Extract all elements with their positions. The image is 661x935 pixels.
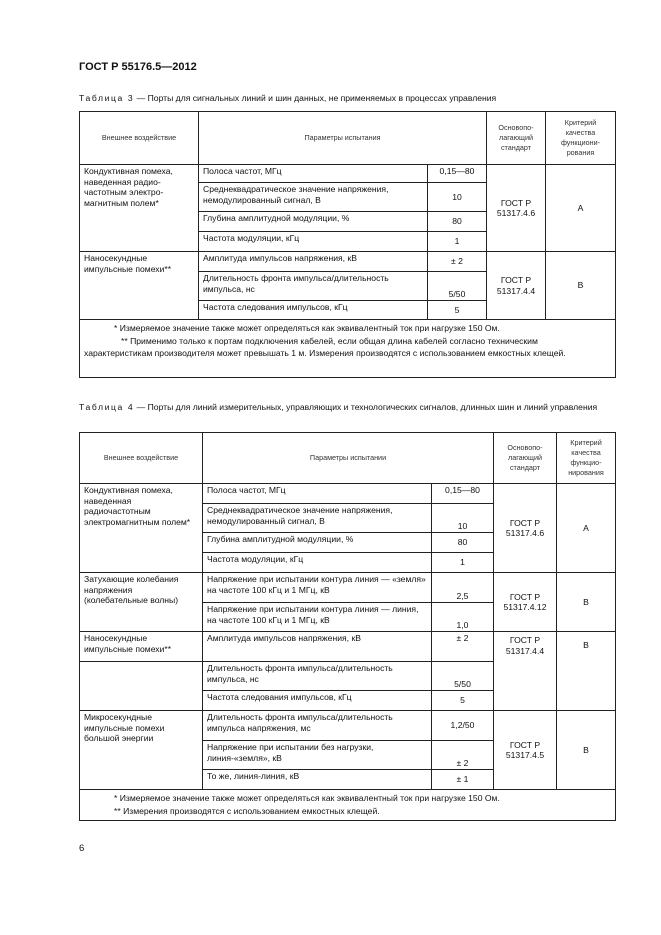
table3-criterion: В <box>546 252 616 320</box>
table4-criterion: А <box>557 484 616 573</box>
table4-header-effect: Внешнее воздействие <box>80 433 203 484</box>
table3-caption-text: — Порты для сигнальных линий и шин данных, не применяемых в процессах управления <box>134 93 497 103</box>
table4 <box>79 432 616 821</box>
table3-effect-nanosecond: Наносекундные импульсные помехи** <box>80 252 199 320</box>
page-number: 6 <box>79 843 85 854</box>
table3-header-standard: Основопо-лагающий стандарт <box>487 112 546 165</box>
table4-param: Частота модуляции, кГц <box>203 553 432 573</box>
table3-param: Частота модуляции, кГц <box>199 232 428 252</box>
table3-standard: ГОСТ Р 51317.4.6 <box>487 165 546 252</box>
table4-param: Напряжение при испытании контура линия — «земля» на частоте 100 кГц и 1 МГц, кВ <box>203 573 432 603</box>
document-header: ГОСТ Р 55176.5—2012 <box>79 61 197 73</box>
table3-header-criterion: Критерий качества функциони-рования <box>546 112 616 165</box>
table3-value: 5 <box>428 301 487 320</box>
table3-criterion: А <box>546 165 616 252</box>
table4-param: Глубина амплитудной модуляции, % <box>203 533 432 553</box>
table4-value: ± 1 <box>432 770 494 790</box>
table4-criterion <box>557 632 616 711</box>
table3-value: ± 2 <box>428 252 487 272</box>
table4-value: 1,2/50 <box>432 711 494 741</box>
table3-param: Длительность фронта импульса/длительность импульса, нс <box>199 272 428 301</box>
table4-effect-rf: Кондуктивная помеха, наведенная радиочастотным электромагнитным полем* <box>80 484 203 573</box>
table3-param: Частота следования импульсов, кГц <box>199 301 428 320</box>
table4-param: Частота следования импульсов, кГц <box>203 691 432 711</box>
table3-param: Глубина амплитудной модуляции, % <box>199 212 428 232</box>
table4-effect-damped: Затухающие колебания напряжения (колебательные волны) <box>80 573 203 632</box>
table4-param: Полоса частот, МГц <box>203 484 432 504</box>
table4-standard <box>494 632 557 711</box>
table4-param: Длительность фронта импульса/длительность импульса, нс <box>203 662 432 691</box>
table4-value: 5 <box>432 691 494 711</box>
table4-param: Среднеквадратическое значение напряжения, немодулированный сигнал, В <box>203 504 432 533</box>
table4-value: 1,0 <box>432 603 494 632</box>
table4-param: Длительность фронта импульса/длительность импульса напряжения, мс <box>203 711 432 741</box>
table4-criterion: В <box>557 711 616 790</box>
table3-value: 1 <box>428 232 487 252</box>
table3-note-2-line2: характеристикам производителя может превышать 1 м. Измерения производятся с использованием емкостных клещей. <box>84 348 566 358</box>
table4-caption <box>79 402 617 413</box>
table4-value: 0,15—80 <box>432 484 494 504</box>
table3-caption <box>79 93 589 104</box>
table3-note-1: * Измеряемое значение также может определяться как эквивалентный ток при нагрузке 150 Ом. <box>114 323 500 333</box>
table4-header-criterion: Критерий качества функцио-нирования <box>557 433 616 484</box>
table4-notes <box>80 790 616 821</box>
table4-caption-label: Таблица 4 <box>79 402 135 412</box>
table3-header-effect: Внешнее воздействие <box>80 112 199 165</box>
table4-value: 5/50 <box>432 662 494 691</box>
table3 <box>79 111 616 378</box>
table3-header-params: Параметры испытания <box>199 112 487 165</box>
table3-notes <box>80 320 616 378</box>
table4-param: Амплитуда импульсов напряжения, кВ <box>203 632 432 662</box>
table4-param: Напряжение при испытании контура линия — линия, на частоте 100 кГц и 1 МГц, кВ <box>203 603 432 632</box>
table4-effect-empty <box>80 662 203 711</box>
table3-value: 80 <box>428 212 487 232</box>
table3-effect-rf: Кондуктивная помеха, наведенная радио-частотным электро-магнитным полем* <box>80 165 199 252</box>
table4-standard: ГОСТ Р 51317.4.6 <box>494 484 557 573</box>
table4-header-params: Параметры испытании <box>203 433 494 484</box>
table4-param: Напряжение при испытании без нагрузки, линия-«земля», кВ <box>203 741 432 770</box>
table4-standard: ГОСТ Р 51317.4.5 <box>494 711 557 790</box>
table4-effect-nanosecond: Наносекундные импульсные помехи** <box>80 632 203 662</box>
table4-value: 1 <box>432 553 494 573</box>
table3-param: Амплитуда импульсов напряжения, кВ <box>199 252 428 272</box>
table4-criterion-text: В <box>583 640 589 650</box>
table4-note-1: * Измеряемое значение также может определяться как эквивалентный ток при нагрузке 150 Ом. <box>114 793 500 803</box>
table3-value: 0,15—80 <box>428 165 487 183</box>
table4-value: ± 2 <box>432 632 494 662</box>
table3-standard: ГОСТ Р 51317.4.4 <box>487 252 546 320</box>
table4-note-2: ** Измерения производятся с использованием емкостных клещей. <box>114 805 380 816</box>
table4-value: ± 2 <box>432 741 494 770</box>
table3-value: 5/50 <box>428 272 487 301</box>
table3-caption-label: Таблица 3 <box>79 93 135 103</box>
table4-value: 80 <box>432 533 494 553</box>
table4-caption-text: — Порты для линий измерительных, управляющих и технологических сигналов, длинных шин и линий управления <box>134 402 598 412</box>
table4-standard-text: ГОСТ Р 51317.4.4 <box>505 635 545 656</box>
table3-param: Полоса частот, МГц <box>199 165 428 183</box>
table4-criterion: В <box>557 573 616 632</box>
table4-value: 10 <box>432 504 494 533</box>
table3-param: Среднеквадратическое значение напряжения, немодулированный сигнал, В <box>199 183 428 212</box>
table4-param: То же, линия-линия, кВ <box>203 770 432 790</box>
table3-note-2-line1: ** Применимо только к портам подключения кабелей, если общая длина кабелей согласно техническим <box>121 335 538 346</box>
table4-value: 2,5 <box>432 573 494 603</box>
table4-header-standard: Основопо-лагающий стандарт <box>494 433 557 484</box>
table3-value: 10 <box>428 183 487 212</box>
table4-effect-microsecond: Микросекундные импульсные помехи большой энергии <box>80 711 203 790</box>
table4-standard: ГОСТ Р 51317.4.12 <box>494 573 557 632</box>
